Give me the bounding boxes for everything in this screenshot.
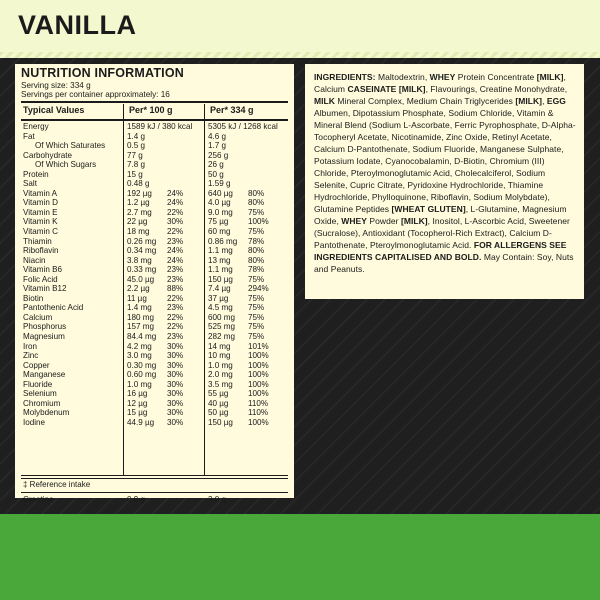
nutrient-name: Magnesium: [23, 332, 65, 342]
ingredients-bold-segment: [MILK]: [400, 216, 428, 226]
value-per-100g: 1589 kJ / 380 kcal: [127, 122, 193, 131]
value-per-100g: 1.4 g: [127, 131, 146, 141]
value-per-334g: 14 mg: [208, 341, 231, 351]
value-per-334g: 1.1 mg: [208, 265, 233, 275]
value-per-334g: 0.86 mg: [208, 236, 238, 246]
footer-green-band: [0, 514, 600, 600]
ingredients-bold-segment: [MILK]: [515, 96, 543, 106]
nutrient-name: Chromium: [23, 398, 61, 408]
divider: [21, 478, 288, 479]
ri-percent-334g: 100%: [248, 379, 269, 389]
ri-percent-334g: 75%: [248, 293, 265, 303]
value-per-334g: 1.0 mg: [208, 360, 233, 370]
creatine-per-334g: 3.0 g: [208, 495, 227, 504]
servings-per-container: Servings per container approximately: 16: [21, 90, 170, 99]
value-per-334g: 1.7 g: [208, 141, 227, 151]
ri-percent-100g: 30%: [167, 360, 184, 370]
value-per-100g: 0.33 mg: [127, 265, 157, 275]
value-per-334g: 13 mg: [208, 255, 231, 265]
value-per-100g: 0.30 mg: [127, 360, 157, 370]
ri-percent-334g: 78%: [248, 236, 265, 246]
nutrient-rows: [21, 123, 288, 429]
ingredients-segment: , Flavourings, Creatine Monohydrate,: [425, 84, 568, 94]
nutrient-name: Manganese: [23, 370, 66, 380]
value-per-334g: 256 g: [208, 150, 229, 160]
ri-percent-334g: 80%: [248, 198, 265, 208]
ingredients-segment: , L-Glutamine, Magnesium Oxide,: [314, 204, 567, 226]
value-per-100g: 77 g: [127, 150, 143, 160]
ri-percent-334g: 110%: [248, 408, 269, 418]
value-per-100g: 12 µg: [127, 398, 148, 408]
nutrient-name: Vitamin B6: [23, 265, 62, 275]
header-per-334g: Per* 334 g: [210, 105, 254, 115]
nutrient-name: Copper: [23, 360, 50, 370]
value-per-334g: 525 mg: [208, 322, 235, 332]
ingredients-bold-segment: [MILK]: [536, 72, 564, 82]
value-per-100g: 0.48 g: [127, 179, 150, 189]
nutrient-name: Selenium: [23, 389, 57, 399]
ri-percent-100g: 30%: [167, 351, 184, 361]
nutrient-name: Vitamin K: [23, 217, 58, 227]
ingredients-bold-segment: [WHEAT GLUTEN]: [391, 204, 466, 214]
value-per-100g: 192 µg: [127, 188, 152, 198]
ri-percent-100g: 30%: [167, 379, 184, 389]
nutrient-row: [21, 161, 288, 171]
ri-percent-334g: 100%: [248, 217, 269, 227]
nutrient-name: Vitamin E: [23, 207, 58, 217]
ri-percent-100g: 30%: [167, 408, 184, 418]
value-per-100g: 0.60 mg: [127, 370, 157, 380]
value-per-334g: 4.6 g: [208, 131, 227, 141]
ingredients-segment: , Inositol, L-Ascorbic Acid, Sweetener (Sucralose), Antioxidant (Tocopherol-Rich Extract), Calcium D-Pantothenate, Pteroylmonoglutamic Acid.: [314, 216, 570, 250]
ri-percent-334g: 75%: [248, 303, 265, 313]
value-per-100g: 15 µg: [127, 408, 148, 418]
value-per-334g: 7.4 µg: [208, 284, 231, 294]
ri-percent-334g: 75%: [248, 207, 265, 217]
value-per-100g: 0.5 g: [127, 141, 146, 151]
nutrient-name: Of Which Saturates: [35, 141, 106, 151]
nutrient-name: Pantothenic Acid: [23, 303, 84, 313]
divider: [21, 475, 288, 476]
value-per-100g: 1.0 mg: [127, 379, 152, 389]
value-per-100g: 15 g: [127, 169, 143, 179]
nutrient-name: Iodine: [23, 417, 46, 427]
ri-percent-100g: 23%: [167, 265, 184, 275]
ri-percent-100g: 30%: [167, 370, 184, 380]
value-per-100g: 45.0 µg: [127, 274, 155, 284]
ri-percent-334g: 80%: [248, 246, 265, 256]
ri-percent-334g: 294%: [248, 284, 269, 294]
divider: [21, 492, 288, 493]
value-per-100g: 22 µg: [127, 217, 148, 227]
value-per-334g: 60 mg: [208, 227, 231, 237]
nutrient-name: Fat: [23, 131, 35, 141]
ingredients-bold-segment: WHEY: [429, 72, 456, 82]
ri-percent-100g: 22%: [167, 207, 184, 217]
ingredients-segment: Protein Concentrate: [455, 72, 537, 82]
value-per-334g: 600 mg: [208, 312, 235, 322]
ingredients-segment: May Contain: Soy, Nuts and Peanuts.: [314, 252, 574, 274]
value-per-334g: 1.59 g: [208, 179, 231, 189]
value-per-100g: 4.2 mg: [127, 341, 152, 351]
value-per-334g: 1.1 mg: [208, 246, 233, 256]
nutrient-name: Riboflavin: [23, 246, 59, 256]
value-per-100g: 0.26 mg: [127, 236, 157, 246]
nutrient-name: Of Which Sugars: [35, 160, 97, 170]
ri-percent-334g: 100%: [248, 417, 269, 427]
nutrient-name: Vitamin D: [23, 198, 58, 208]
value-per-334g: 10 mg: [208, 351, 231, 361]
ingredients-segment: Mineral Complex, Medium Chain Triglycerides: [334, 96, 516, 106]
value-per-100g: 1.2 µg: [127, 198, 150, 208]
value-per-100g: 3.8 mg: [127, 255, 152, 265]
value-per-334g: 55 µg: [208, 389, 229, 399]
ri-percent-334g: 80%: [248, 188, 265, 198]
ri-percent-334g: 78%: [248, 265, 265, 275]
header-band: [0, 0, 600, 58]
creatine-per-100g: 0.9 g: [127, 495, 146, 504]
value-per-334g: 4.5 mg: [208, 303, 233, 313]
nutrition-title: NUTRITION INFORMATION: [21, 66, 184, 80]
value-per-334g: 37 µg: [208, 293, 229, 303]
value-per-334g: 5305 kJ / 1268 kcal: [208, 122, 278, 131]
ingredients-bold-segment: MILK: [314, 96, 335, 106]
ri-percent-100g: 24%: [167, 246, 184, 256]
ingredients-segment: Albumen, Dipotassium Phosphate, Sodium Chloride, Vitamin & Mineral Blend (Sodium L-Ascorbate, Ferric Pyrophosphate, D-Alpha-Tocopheryl Acetate, Nicotinamide, Zinc Oxide, Retinyl Acetate, Calcium D-Pantothenate, Sodium Fluoride, Manganese Sulphate, Potassium Iodate, Cyanocobalamin, D-Biotin, Chromium (III) Chloride, Pteroylmonoglutamic Acid, Cholecalciferol, Sodium Selenite, Cupric Citrate, Pyridoxine Hydrochloride, Thiamine Hydrochloride, Phylloquinone, Riboflavin, Sodium Molybdate), Glutamine Peptides: [314, 108, 576, 214]
ri-percent-100g: 23%: [167, 274, 184, 284]
ri-percent-334g: 100%: [248, 360, 269, 370]
ri-percent-100g: 30%: [167, 398, 184, 408]
value-per-334g: 40 µg: [208, 398, 229, 408]
nutrient-name: Calcium: [23, 312, 53, 322]
ri-percent-334g: 100%: [248, 351, 269, 361]
ingredients-bold-segment: WHEY: [341, 216, 367, 226]
ingredients-text: [314, 71, 576, 275]
nutrient-name: Fluoride: [23, 379, 53, 389]
serving-size: Serving size: 334 g: [21, 81, 91, 90]
ingredients-segment: , Calcium: [314, 72, 566, 94]
ri-percent-100g: 24%: [167, 188, 184, 198]
ingredients-panel: [305, 64, 584, 299]
ri-percent-334g: 100%: [248, 370, 269, 380]
nutrient-row: [21, 171, 288, 181]
ri-percent-100g: 22%: [167, 312, 184, 322]
value-per-334g: 282 mg: [208, 332, 235, 342]
nutrient-name: Thiamin: [23, 236, 52, 246]
ri-percent-100g: 30%: [167, 217, 184, 227]
nutrient-name: Niacin: [23, 255, 46, 265]
nutrient-name: Zinc: [23, 351, 39, 361]
nutrient-name: Biotin: [23, 293, 44, 303]
nutrient-name: Vitamin C: [23, 227, 58, 237]
value-per-334g: 2.0 mg: [208, 370, 233, 380]
nutrient-name: Vitamin B12: [23, 284, 67, 294]
value-per-100g: 2.7 mg: [127, 207, 152, 217]
nutrition-panel: [15, 64, 294, 504]
ri-percent-334g: 75%: [248, 274, 265, 284]
nutrient-row: [21, 123, 288, 133]
ingredients-bold-segment: FOR ALLERGENS SEE INGREDIENTS CAPITALISED AND BOLD.: [314, 240, 567, 262]
nutrient-name: Protein: [23, 169, 49, 179]
divider: [21, 101, 288, 103]
ri-percent-100g: 30%: [167, 389, 184, 399]
nutrient-name: Vitamin A: [23, 188, 58, 198]
header-typical-values: Typical Values: [23, 105, 85, 115]
value-per-334g: 50 µg: [208, 408, 229, 418]
ri-percent-100g: 23%: [167, 303, 184, 313]
creatine-row: [21, 496, 288, 506]
nutrient-name: Phosphorus: [23, 322, 67, 332]
value-per-334g: 50 g: [208, 169, 224, 179]
value-per-100g: 180 mg: [127, 312, 154, 322]
value-per-334g: 640 µg: [208, 188, 233, 198]
value-per-100g: 18 mg: [127, 227, 150, 237]
value-per-100g: 2.2 µg: [127, 284, 150, 294]
value-per-100g: 16 µg: [127, 389, 148, 399]
value-per-100g: 84.4 mg: [127, 332, 157, 342]
value-per-100g: 0.34 mg: [127, 246, 157, 256]
value-per-100g: 11 µg: [127, 293, 147, 303]
ri-percent-100g: 23%: [167, 332, 184, 342]
ri-percent-334g: 75%: [248, 332, 265, 342]
ingredients-segment: Powder: [366, 216, 401, 226]
ri-percent-334g: 75%: [248, 312, 265, 322]
ri-percent-334g: 110%: [248, 398, 269, 408]
value-per-100g: 1.4 mg: [127, 303, 152, 313]
ri-percent-334g: 80%: [248, 255, 265, 265]
value-per-334g: 4.0 µg: [208, 198, 231, 208]
ri-percent-334g: 100%: [248, 389, 269, 399]
value-per-100g: 157 mg: [127, 322, 154, 332]
ingredients-bold-segment: INGREDIENTS:: [314, 72, 378, 82]
ri-percent-100g: 30%: [167, 417, 184, 427]
ri-percent-100g: 24%: [167, 198, 184, 208]
value-per-334g: 26 g: [208, 160, 224, 170]
ri-percent-334g: 75%: [248, 227, 265, 237]
ri-percent-100g: 30%: [167, 341, 184, 351]
nutrient-name: Folic Acid: [23, 274, 58, 284]
value-per-334g: 150 µg: [208, 417, 233, 427]
ri-percent-100g: 24%: [167, 255, 184, 265]
value-per-100g: 7.8 g: [127, 160, 146, 170]
ri-percent-334g: 101%: [248, 341, 269, 351]
value-per-100g: 3.0 mg: [127, 351, 152, 361]
creatine-name: Creatine: [23, 495, 54, 504]
nutrient-name: Carbohydrate: [23, 150, 73, 160]
ri-percent-100g: 22%: [167, 322, 184, 332]
value-per-334g: 75 µg: [208, 217, 229, 227]
nutrient-name: Iron: [23, 341, 37, 351]
ingredients-bold-segment: EGG: [546, 96, 566, 106]
ingredients-segment: Maltodextrin,: [377, 72, 430, 82]
ri-percent-100g: 23%: [167, 236, 184, 246]
flavor-title: VANILLA: [18, 10, 137, 40]
ri-percent-100g: 88%: [167, 284, 184, 294]
divider: [21, 119, 288, 121]
value-per-334g: 150 µg: [208, 274, 233, 284]
table-header: [21, 104, 288, 118]
nutrient-name: Energy: [23, 122, 49, 131]
header-per-100g: Per* 100 g: [129, 105, 173, 115]
ingredients-segment: ,: [542, 96, 547, 106]
nutrient-name: Salt: [23, 179, 37, 189]
value-per-334g: 3.5 mg: [208, 379, 233, 389]
ri-percent-100g: 22%: [167, 293, 184, 303]
ingredients-bold-segment: CASEINATE [MILK]: [347, 84, 426, 94]
ri-percent-334g: 75%: [248, 322, 265, 332]
nutrient-name: Molybdenum: [23, 408, 70, 418]
nutrient-row: [21, 419, 288, 429]
ri-percent-100g: 22%: [167, 227, 184, 237]
value-per-100g: 44.9 µg: [127, 417, 155, 427]
value-per-334g: 9.0 mg: [208, 207, 233, 217]
reference-intake-note: ‡ Reference intake: [23, 480, 91, 489]
